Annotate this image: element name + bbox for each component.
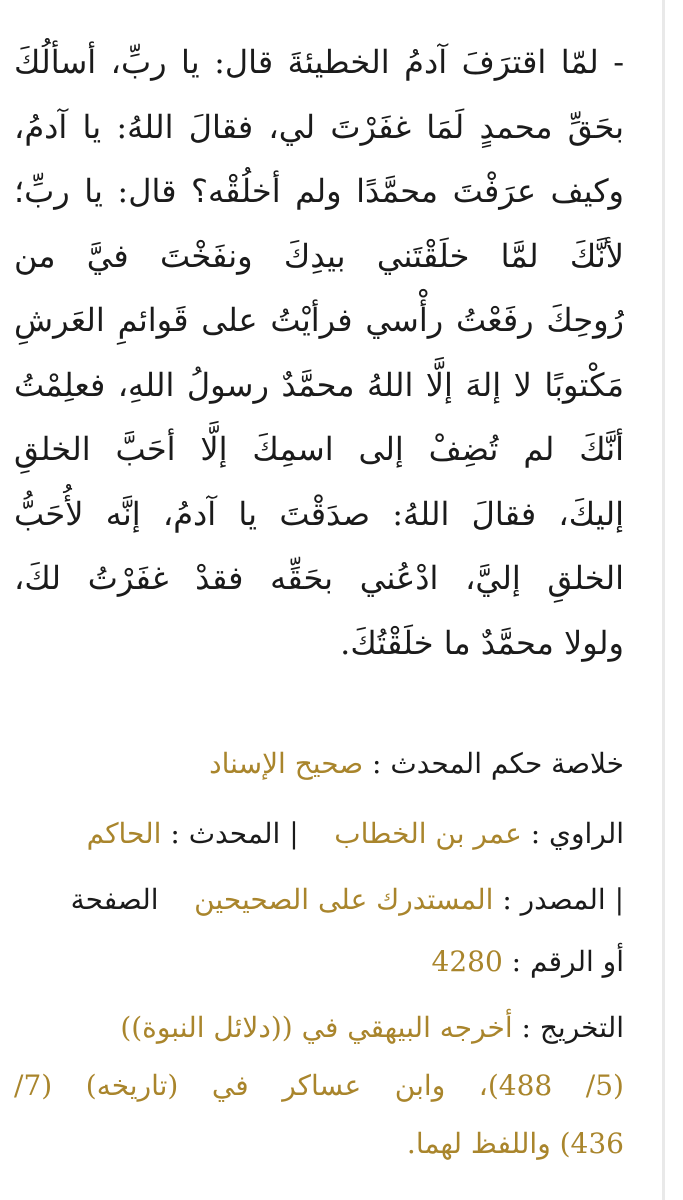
scholar-label: المحدث :: [170, 817, 281, 850]
narrator-link[interactable]: عمر بن الخطاب: [334, 817, 522, 850]
takhrij-row: [14, 1000, 624, 1056]
grading-value[interactable]: صحيح الإسناد: [209, 747, 364, 780]
takhrij-row: [14, 1116, 624, 1172]
takhrij-text: 436) واللفظ لهما.: [406, 1127, 624, 1160]
number-label: أو الرقم :: [511, 945, 624, 978]
scholar-link[interactable]: الحاكم: [86, 817, 162, 850]
hadith-text: [14, 30, 624, 675]
narrator-label: الراوي :: [530, 817, 624, 850]
hadith-metadata: [14, 736, 624, 1172]
hadith-line: رُوحِكَ رفَعْتُ رأْسي فرأيْتُ على قَوائمِ العَرشِ: [14, 301, 624, 339]
grading-label: خلاصة حكم المحدث :: [372, 747, 624, 780]
grading-row: [14, 736, 624, 792]
number-row: [14, 934, 624, 990]
takhrij-row: [14, 1058, 624, 1114]
source-link[interactable]: المستدرك على الصحيحين: [194, 883, 494, 916]
number-value: 4280: [431, 945, 503, 978]
page-label: الصفحة: [70, 883, 159, 916]
source-row: [14, 872, 624, 928]
hadith-line: أنَّكَ لم تُضِفْ إلى اسمِكَ إلَّا أحَبَّ الخلقِ: [14, 430, 624, 468]
takhrij-text: (5/ 488)، وابن عساكر في (تاريخه) (7/: [14, 1069, 624, 1102]
narrator-row: [14, 806, 624, 862]
source-label: المصدر :: [502, 883, 606, 916]
hadith-line: - لمّا اقترَفَ آدمُ الخطيئةَ قال: يا ربِّ، أسألُكَ: [14, 43, 624, 81]
hadith-line: وكيف عرَفْتَ محمَّدًا ولم أخلُقْه؟ قال: يا ربِّ؛: [14, 172, 624, 210]
page-edge: [662, 0, 665, 1200]
hadith-line: الخلقِ إليَّ، ادْعُني بحَقِّه فقدْ غفَرْتُ لكَ،: [14, 559, 624, 597]
hadith-line: مَكْتوبًا لا إلهَ إلَّا اللهُ محمَّدٌ رسولُ اللهِ، فعلِمْتُ: [14, 365, 624, 404]
separator: |: [614, 883, 624, 916]
takhrij-label: التخريج :: [521, 1011, 624, 1044]
hadith-line: ولولا محمَّدٌ ما خلَقْتُكَ.: [340, 623, 624, 662]
hadith-line: بحَقِّ محمدٍ لَمَا غفَرْتَ لي، فقالَ اللهُ: يا آدمُ،: [14, 107, 624, 146]
hadith-line: لأنَّكَ لمَّا خلَقْتَني بيدِكَ ونفَخْتَ فيَّ من: [14, 236, 624, 275]
separator: |: [289, 817, 299, 850]
takhrij-text: أخرجه البيهقي في ((دلائل النبوة)): [120, 1011, 513, 1044]
hadith-line: إليكَ، فقالَ اللهُ: صدَقْتَ يا آدمُ، إنَّه لأُحَبُّ: [14, 494, 624, 533]
